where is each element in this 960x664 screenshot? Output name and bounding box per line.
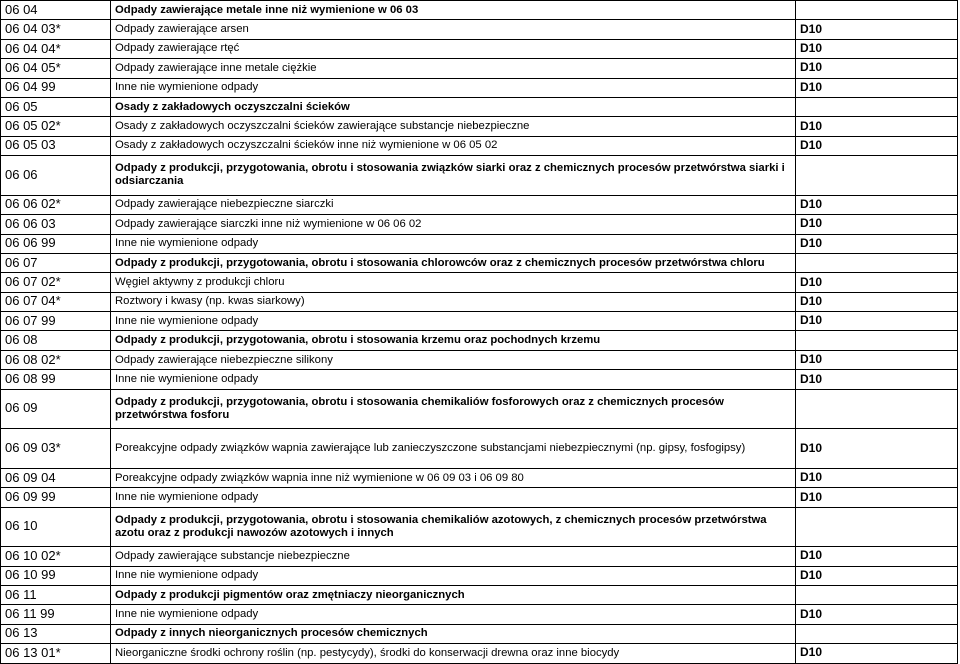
table-row	[1, 350, 958, 369]
waste-description-cell: Odpady z produkcji, przygotowania, obrotu i stosowania związków siarki oraz z chemicznych procesów przetwórstwa siarki i odsiarczania	[111, 156, 796, 196]
process-code-cell: D10	[796, 566, 958, 585]
table-row	[1, 547, 958, 566]
waste-code-cell: 06 07 02*	[1, 273, 111, 292]
waste-code-cell: 06 13 01*	[1, 644, 111, 663]
process-code-cell	[796, 624, 958, 643]
process-code-cell: D10	[796, 59, 958, 78]
process-code-cell: D10	[796, 136, 958, 155]
process-code-cell	[796, 585, 958, 604]
waste-description-cell: Poreakcyjne odpady związków wapnia inne niż wymienione w 06 09 03 i 06 09 80	[111, 468, 796, 487]
process-code-cell: D10	[796, 215, 958, 234]
table-row	[1, 78, 958, 97]
process-code-cell: D10	[796, 429, 958, 469]
waste-code-cell: 06 05 02*	[1, 117, 111, 136]
waste-description-cell: Odpady z produkcji, przygotowania, obrotu i stosowania chemikaliów azotowych, z chemicznych procesów przetwórstwa azotu oraz z produkcji nawozów azotowych i innych	[111, 507, 796, 547]
table-row	[1, 39, 958, 58]
table-row	[1, 644, 958, 663]
table-row	[1, 136, 958, 155]
group-header-row	[1, 253, 958, 272]
waste-code-cell: 06 07 99	[1, 312, 111, 331]
process-code-cell: D10	[796, 547, 958, 566]
waste-code-cell: 06 10 02*	[1, 547, 111, 566]
waste-code-cell: 06 07	[1, 253, 111, 272]
table-row	[1, 468, 958, 487]
waste-code-cell: 06 05 03	[1, 136, 111, 155]
waste-description-cell: Odpady zawierające niebezpieczne silikony	[111, 350, 796, 369]
group-header-row	[1, 624, 958, 643]
waste-description-cell: Odpady zawierające niebezpieczne siarczki	[111, 195, 796, 214]
waste-description-cell: Odpady zawierające siarczki inne niż wymienione w 06 06 02	[111, 215, 796, 234]
waste-description-cell: Inne nie wymienione odpady	[111, 312, 796, 331]
waste-description-cell: Osady z zakładowych oczyszczalni ścieków inne niż wymienione w 06 05 02	[111, 136, 796, 155]
waste-description-cell: Inne nie wymienione odpady	[111, 605, 796, 624]
waste-description-cell: Odpady z produkcji pigmentów oraz zmętniaczy nieorganicznych	[111, 585, 796, 604]
waste-code-cell: 06 04 99	[1, 78, 111, 97]
waste-code-cell: 06 08	[1, 331, 111, 350]
waste-code-cell: 06 06 03	[1, 215, 111, 234]
waste-description-cell: Odpady zawierające inne metale ciężkie	[111, 59, 796, 78]
process-code-cell: D10	[796, 117, 958, 136]
waste-code-cell: 06 06 99	[1, 234, 111, 253]
waste-code-rows	[1, 1, 958, 664]
process-code-cell	[796, 331, 958, 350]
waste-code-cell: 06 04	[1, 1, 111, 20]
waste-code-cell: 06 10 99	[1, 566, 111, 585]
waste-description-cell: Odpady zawierające metale inne niż wymienione w 06 03	[111, 1, 796, 20]
process-code-cell: D10	[796, 370, 958, 389]
process-code-cell	[796, 156, 958, 196]
group-header-row	[1, 156, 958, 196]
table-row	[1, 370, 958, 389]
waste-description-cell: Odpady z produkcji, przygotowania, obrotu i stosowania krzemu oraz pochodnych krzemu	[111, 331, 796, 350]
table-row	[1, 215, 958, 234]
group-header-row	[1, 585, 958, 604]
table-row	[1, 292, 958, 311]
waste-description-cell: Inne nie wymienione odpady	[111, 78, 796, 97]
process-code-cell: D10	[796, 468, 958, 487]
process-code-cell	[796, 507, 958, 547]
waste-code-cell: 06 09 03*	[1, 429, 111, 469]
waste-description-cell: Odpady zawierające arsen	[111, 20, 796, 39]
waste-description-cell: Roztwory i kwasy (np. kwas siarkowy)	[111, 292, 796, 311]
process-code-cell: D10	[796, 78, 958, 97]
waste-description-cell: Węgiel aktywny z produkcji chloru	[111, 273, 796, 292]
waste-description-cell: Poreakcyjne odpady związków wapnia zawierające lub zanieczyszczone substancjami niebezpiecznymi (np. gipsy, fosfogipsy)	[111, 429, 796, 469]
group-header-row	[1, 97, 958, 116]
table-row	[1, 488, 958, 507]
table-row	[1, 429, 958, 469]
process-code-cell	[796, 253, 958, 272]
process-code-cell	[796, 1, 958, 20]
process-code-cell: D10	[796, 488, 958, 507]
waste-description-cell: Nieorganiczne środki ochrony roślin (np. pestycydy), środki do konserwacji drewna oraz inne biocydy	[111, 644, 796, 663]
table-row	[1, 59, 958, 78]
process-code-cell: D10	[796, 292, 958, 311]
table-row	[1, 312, 958, 331]
waste-code-cell: 06 08 02*	[1, 350, 111, 369]
waste-code-cell: 06 09 99	[1, 488, 111, 507]
group-header-row	[1, 331, 958, 350]
table-row	[1, 566, 958, 585]
waste-code-cell: 06 07 04*	[1, 292, 111, 311]
waste-code-cell: 06 08 99	[1, 370, 111, 389]
waste-code-cell: 06 04 04*	[1, 39, 111, 58]
waste-description-cell: Osady z zakładowych oczyszczalni ścieków zawierające substancje niebezpieczne	[111, 117, 796, 136]
process-code-cell: D10	[796, 312, 958, 331]
table-row	[1, 273, 958, 292]
group-header-row	[1, 507, 958, 547]
waste-code-cell: 06 11 99	[1, 605, 111, 624]
process-code-cell: D10	[796, 39, 958, 58]
waste-code-cell: 06 10	[1, 507, 111, 547]
table-row	[1, 195, 958, 214]
waste-code-cell: 06 09 04	[1, 468, 111, 487]
waste-code-cell: 06 04 05*	[1, 59, 111, 78]
waste-description-cell: Inne nie wymienione odpady	[111, 488, 796, 507]
process-code-cell: D10	[796, 20, 958, 39]
table-row	[1, 117, 958, 136]
waste-description-cell: Odpady zawierające rtęć	[111, 39, 796, 58]
process-code-cell: D10	[796, 350, 958, 369]
process-code-cell: D10	[796, 644, 958, 663]
process-code-cell: D10	[796, 195, 958, 214]
waste-description-cell: Odpady zawierające substancje niebezpieczne	[111, 547, 796, 566]
waste-code-cell: 06 05	[1, 97, 111, 116]
waste-description-cell: Inne nie wymienione odpady	[111, 370, 796, 389]
process-code-cell: D10	[796, 273, 958, 292]
waste-description-cell: Inne nie wymienione odpady	[111, 566, 796, 585]
waste-description-cell: Odpady z produkcji, przygotowania, obrotu i stosowania chlorowców oraz z chemicznych procesów przetwórstwa chloru	[111, 253, 796, 272]
waste-code-cell: 06 09	[1, 389, 111, 429]
process-code-cell	[796, 389, 958, 429]
waste-code-cell: 06 11	[1, 585, 111, 604]
waste-code-cell: 06 04 03*	[1, 20, 111, 39]
group-header-row	[1, 389, 958, 429]
table-row	[1, 20, 958, 39]
waste-code-cell: 06 06	[1, 156, 111, 196]
waste-description-cell: Osady z zakładowych oczyszczalni ścieków	[111, 97, 796, 116]
waste-description-cell: Odpady z produkcji, przygotowania, obrotu i stosowania chemikaliów fosforowych oraz z chemicznych procesów przetwórstwa fosforu	[111, 389, 796, 429]
table-row	[1, 605, 958, 624]
group-header-row	[1, 1, 958, 20]
waste-description-cell: Inne nie wymienione odpady	[111, 234, 796, 253]
waste-code-cell: 06 13	[1, 624, 111, 643]
process-code-cell: D10	[796, 605, 958, 624]
waste-code-cell: 06 06 02*	[1, 195, 111, 214]
table-row	[1, 234, 958, 253]
process-code-cell	[796, 97, 958, 116]
process-code-cell: D10	[796, 234, 958, 253]
waste-description-cell: Odpady z innych nieorganicznych procesów chemicznych	[111, 624, 796, 643]
